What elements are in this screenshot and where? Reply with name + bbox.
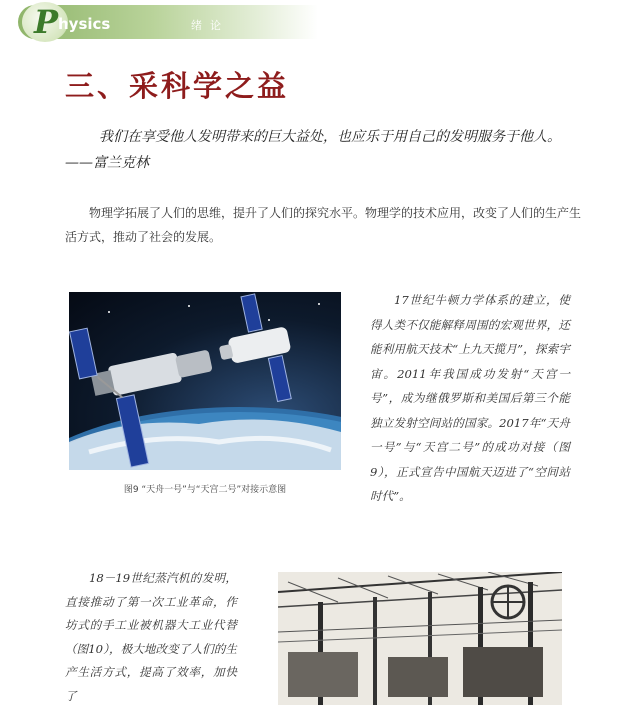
figure-9-spacecraft-image [69, 292, 341, 470]
logo-initial: P [34, 3, 59, 41]
logo-text: hysics [58, 15, 111, 33]
right-column-text: 17世纪牛顿力学体系的建立，使得人类不仅能解释周围的宏观世界，还能利用航天技术“上九天揽月”，探索宇宙。2011年我国成功发射“天宫一号”，成为继俄罗斯和美国后第三个能独立发射空间站的国家。2017年“天舟一号”与“天宫二号”的成功对接（图9），正式宣告中国航天迈进了“空间站时代”。 [370, 293, 570, 503]
section-name: 绪论 [191, 19, 229, 32]
left-column-text: 18－19世纪蒸汽机的发明，直接推动了第一次工业革命，作坊式的手工业被机器大工业代替（图10），极大地改变了人们的生产生活方式，提高了效率，加快了 [65, 571, 237, 703]
steam-factory-engraving [278, 572, 562, 705]
spacecraft-docking-illustration [69, 292, 341, 470]
franklin-quote: 我们在享受他人发明带来的巨大益处，也应乐于用自己的发明服务于他人。——富兰克林 [65, 129, 561, 171]
figure-9-caption: 图9 “天舟一号”与“天宫二号”对接示意图 [123, 485, 287, 495]
intro-paragraph: 物理学拓展了人们的思维，提升了人们的探究水平。物理学的技术应用，改变了人们的生产生活方式，推动了社会的发展。 [65, 206, 582, 244]
page-title: 三、采科学之益 [65, 69, 290, 103]
page-header [0, 0, 636, 44]
figure-10-factory-image [278, 572, 562, 705]
